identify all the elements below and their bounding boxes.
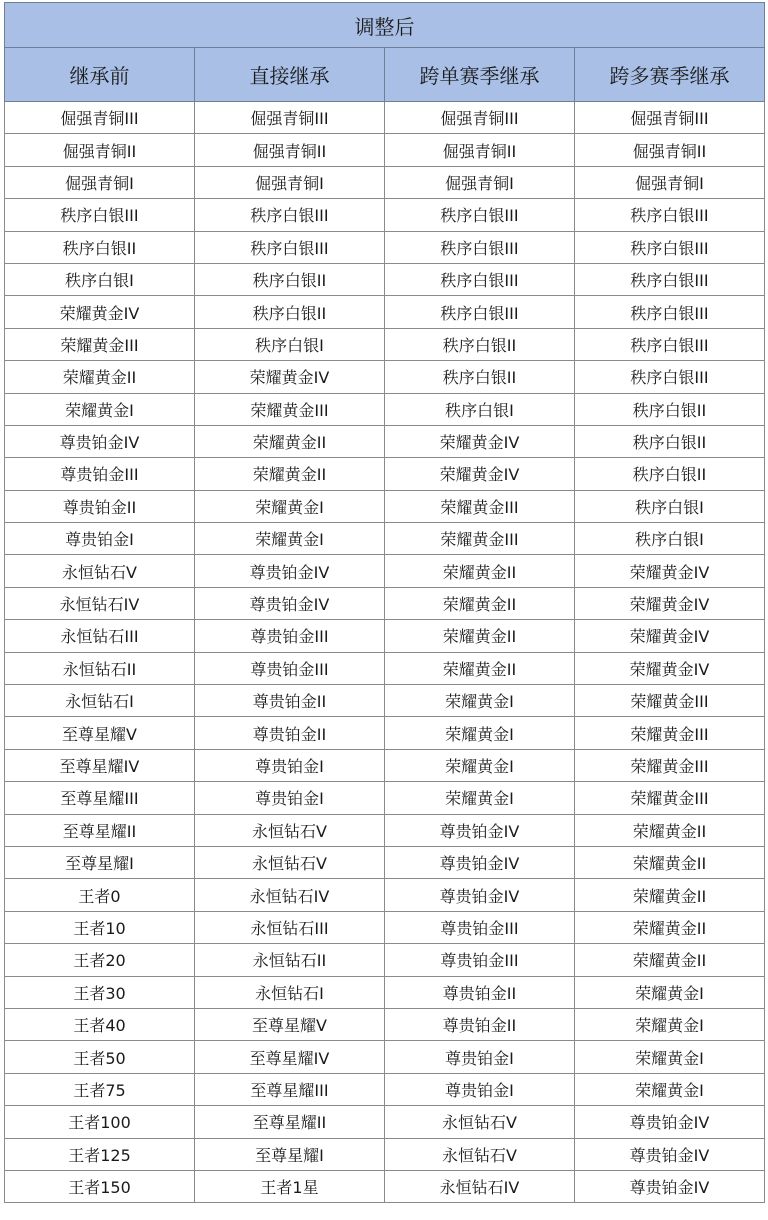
- direct-inherit-cell: 荣耀黄金II: [195, 458, 385, 490]
- table-row: [5, 393, 765, 425]
- direct-inherit-cell: 倔强青铜III: [195, 102, 385, 134]
- direct-inherit-cell: 秩序白银III: [195, 231, 385, 263]
- table-row: [5, 425, 765, 457]
- before-rank-cell: 至尊星耀V: [5, 717, 195, 749]
- table-row: [5, 523, 765, 555]
- before-rank-cell: 秩序白银III: [5, 199, 195, 231]
- table-row: [5, 231, 765, 263]
- table-row: [5, 620, 765, 652]
- single-season-cell: 倔强青铜II: [385, 134, 575, 166]
- before-rank-cell: 秩序白银I: [5, 263, 195, 295]
- direct-inherit-cell: 尊贵铂金IV: [195, 587, 385, 619]
- multi-season-cell: 荣耀黄金II: [575, 814, 765, 846]
- column-header-before: 继承前: [5, 48, 195, 102]
- title-row: [5, 3, 765, 48]
- direct-inherit-cell: 秩序白银III: [195, 199, 385, 231]
- before-rank-cell: 王者10: [5, 911, 195, 943]
- direct-inherit-cell: 倔强青铜I: [195, 166, 385, 198]
- table-row: [5, 587, 765, 619]
- multi-season-cell: 倔强青铜III: [575, 102, 765, 134]
- multi-season-cell: 荣耀黄金III: [575, 749, 765, 781]
- single-season-cell: 荣耀黄金I: [385, 717, 575, 749]
- single-season-cell: 尊贵铂金II: [385, 976, 575, 1008]
- multi-season-cell: 荣耀黄金II: [575, 911, 765, 943]
- table-row: [5, 879, 765, 911]
- direct-inherit-cell: 尊贵铂金III: [195, 652, 385, 684]
- table-row: [5, 652, 765, 684]
- before-rank-cell: 至尊星耀II: [5, 814, 195, 846]
- before-rank-cell: 王者150: [5, 1170, 195, 1202]
- table-row: [5, 555, 765, 587]
- single-season-cell: 尊贵铂金III: [385, 944, 575, 976]
- direct-inherit-cell: 至尊星耀III: [195, 1073, 385, 1105]
- rank-inheritance-table: [4, 2, 765, 1203]
- direct-inherit-cell: 永恒钻石V: [195, 814, 385, 846]
- multi-season-cell: 秩序白银III: [575, 199, 765, 231]
- multi-season-cell: 秩序白银II: [575, 458, 765, 490]
- before-rank-cell: 至尊星耀I: [5, 846, 195, 878]
- multi-season-cell: 荣耀黄金IV: [575, 587, 765, 619]
- table-row: [5, 458, 765, 490]
- table-row: [5, 1138, 765, 1170]
- multi-season-cell: 荣耀黄金III: [575, 782, 765, 814]
- before-rank-cell: 王者20: [5, 944, 195, 976]
- multi-season-cell: 荣耀黄金III: [575, 717, 765, 749]
- multi-season-cell: 尊贵铂金IV: [575, 1106, 765, 1138]
- table-title: 调整后: [5, 3, 765, 48]
- before-rank-cell: 尊贵铂金II: [5, 490, 195, 522]
- direct-inherit-cell: 至尊星耀II: [195, 1106, 385, 1138]
- direct-inherit-cell: 至尊星耀V: [195, 1008, 385, 1040]
- before-rank-cell: 王者75: [5, 1073, 195, 1105]
- before-rank-cell: 王者40: [5, 1008, 195, 1040]
- before-rank-cell: 尊贵铂金III: [5, 458, 195, 490]
- before-rank-cell: 尊贵铂金I: [5, 523, 195, 555]
- table-row: [5, 361, 765, 393]
- direct-inherit-cell: 荣耀黄金I: [195, 490, 385, 522]
- direct-inherit-cell: 尊贵铂金IV: [195, 555, 385, 587]
- before-rank-cell: 荣耀黄金II: [5, 361, 195, 393]
- before-rank-cell: 永恒钻石IV: [5, 587, 195, 619]
- before-rank-cell: 永恒钻石V: [5, 555, 195, 587]
- table-row: [5, 846, 765, 878]
- multi-season-cell: 秩序白银II: [575, 393, 765, 425]
- before-rank-cell: 王者125: [5, 1138, 195, 1170]
- single-season-cell: 倔强青铜III: [385, 102, 575, 134]
- column-header-multi-season: 跨多赛季继承: [575, 48, 765, 102]
- before-rank-cell: 秩序白银II: [5, 231, 195, 263]
- multi-season-cell: 荣耀黄金II: [575, 944, 765, 976]
- direct-inherit-cell: 永恒钻石III: [195, 911, 385, 943]
- direct-inherit-cell: 尊贵铂金II: [195, 685, 385, 717]
- table-row: [5, 263, 765, 295]
- table-row: [5, 782, 765, 814]
- multi-season-cell: 秩序白银III: [575, 231, 765, 263]
- single-season-cell: 秩序白银III: [385, 231, 575, 263]
- multi-season-cell: 荣耀黄金IV: [575, 555, 765, 587]
- single-season-cell: 荣耀黄金I: [385, 685, 575, 717]
- direct-inherit-cell: 荣耀黄金III: [195, 393, 385, 425]
- direct-inherit-cell: 永恒钻石V: [195, 846, 385, 878]
- table-row: [5, 717, 765, 749]
- multi-season-cell: 荣耀黄金I: [575, 1008, 765, 1040]
- single-season-cell: 尊贵铂金IV: [385, 846, 575, 878]
- multi-season-cell: 秩序白银III: [575, 361, 765, 393]
- table-row: [5, 685, 765, 717]
- before-rank-cell: 至尊星耀III: [5, 782, 195, 814]
- table-row: [5, 102, 765, 134]
- before-rank-cell: 王者30: [5, 976, 195, 1008]
- single-season-cell: 荣耀黄金IV: [385, 425, 575, 457]
- multi-season-cell: 秩序白银III: [575, 296, 765, 328]
- multi-season-cell: 尊贵铂金IV: [575, 1138, 765, 1170]
- before-rank-cell: 永恒钻石I: [5, 685, 195, 717]
- multi-season-cell: 荣耀黄金I: [575, 1073, 765, 1105]
- before-rank-cell: 倔强青铜I: [5, 166, 195, 198]
- column-header-single-season: 跨单赛季继承: [385, 48, 575, 102]
- single-season-cell: 荣耀黄金II: [385, 555, 575, 587]
- direct-inherit-cell: 尊贵铂金I: [195, 749, 385, 781]
- multi-season-cell: 秩序白银III: [575, 328, 765, 360]
- single-season-cell: 尊贵铂金III: [385, 911, 575, 943]
- direct-inherit-cell: 荣耀黄金II: [195, 425, 385, 457]
- single-season-cell: 尊贵铂金I: [385, 1073, 575, 1105]
- direct-inherit-cell: 王者1星: [195, 1170, 385, 1202]
- multi-season-cell: 荣耀黄金II: [575, 879, 765, 911]
- before-rank-cell: 荣耀黄金IV: [5, 296, 195, 328]
- table-row: [5, 944, 765, 976]
- table-row: [5, 296, 765, 328]
- table-row: [5, 1106, 765, 1138]
- table-row: [5, 199, 765, 231]
- single-season-cell: 尊贵铂金I: [385, 1041, 575, 1073]
- direct-inherit-cell: 倔强青铜II: [195, 134, 385, 166]
- table-row: [5, 1170, 765, 1202]
- multi-season-cell: 秩序白银III: [575, 263, 765, 295]
- single-season-cell: 尊贵铂金IV: [385, 814, 575, 846]
- single-season-cell: 荣耀黄金I: [385, 782, 575, 814]
- table-row: [5, 490, 765, 522]
- multi-season-cell: 荣耀黄金II: [575, 846, 765, 878]
- before-rank-cell: 倔强青铜II: [5, 134, 195, 166]
- direct-inherit-cell: 秩序白银I: [195, 328, 385, 360]
- before-rank-cell: 王者50: [5, 1041, 195, 1073]
- before-rank-cell: 荣耀黄金III: [5, 328, 195, 360]
- header-row: [5, 48, 765, 102]
- direct-inherit-cell: 至尊星耀IV: [195, 1041, 385, 1073]
- multi-season-cell: 秩序白银II: [575, 425, 765, 457]
- table-row: [5, 328, 765, 360]
- direct-inherit-cell: 至尊星耀I: [195, 1138, 385, 1170]
- direct-inherit-cell: 荣耀黄金IV: [195, 361, 385, 393]
- single-season-cell: 秩序白银II: [385, 328, 575, 360]
- table-row: [5, 976, 765, 1008]
- table-body: [5, 102, 765, 1203]
- single-season-cell: 永恒钻石V: [385, 1138, 575, 1170]
- single-season-cell: 荣耀黄金II: [385, 620, 575, 652]
- table-row: [5, 1008, 765, 1040]
- table-row: [5, 134, 765, 166]
- single-season-cell: 荣耀黄金II: [385, 587, 575, 619]
- multi-season-cell: 秩序白银I: [575, 490, 765, 522]
- rank-inheritance-table-container: [4, 2, 764, 1203]
- before-rank-cell: 荣耀黄金I: [5, 393, 195, 425]
- column-header-direct: 直接继承: [195, 48, 385, 102]
- before-rank-cell: 王者0: [5, 879, 195, 911]
- before-rank-cell: 永恒钻石III: [5, 620, 195, 652]
- direct-inherit-cell: 尊贵铂金II: [195, 717, 385, 749]
- single-season-cell: 荣耀黄金I: [385, 749, 575, 781]
- before-rank-cell: 尊贵铂金IV: [5, 425, 195, 457]
- direct-inherit-cell: 尊贵铂金III: [195, 620, 385, 652]
- single-season-cell: 倔强青铜I: [385, 166, 575, 198]
- table-row: [5, 749, 765, 781]
- table-row: [5, 166, 765, 198]
- multi-season-cell: 荣耀黄金I: [575, 1041, 765, 1073]
- single-season-cell: 秩序白银III: [385, 263, 575, 295]
- direct-inherit-cell: 秩序白银II: [195, 296, 385, 328]
- table-row: [5, 1073, 765, 1105]
- multi-season-cell: 尊贵铂金IV: [575, 1170, 765, 1202]
- single-season-cell: 尊贵铂金II: [385, 1008, 575, 1040]
- direct-inherit-cell: 永恒钻石IV: [195, 879, 385, 911]
- table-row: [5, 911, 765, 943]
- direct-inherit-cell: 秩序白银II: [195, 263, 385, 295]
- direct-inherit-cell: 永恒钻石II: [195, 944, 385, 976]
- before-rank-cell: 倔强青铜III: [5, 102, 195, 134]
- multi-season-cell: 荣耀黄金I: [575, 976, 765, 1008]
- single-season-cell: 秩序白银II: [385, 361, 575, 393]
- before-rank-cell: 至尊星耀IV: [5, 749, 195, 781]
- multi-season-cell: 倔强青铜I: [575, 166, 765, 198]
- single-season-cell: 荣耀黄金IV: [385, 458, 575, 490]
- multi-season-cell: 荣耀黄金III: [575, 685, 765, 717]
- single-season-cell: 荣耀黄金III: [385, 490, 575, 522]
- single-season-cell: 永恒钻石IV: [385, 1170, 575, 1202]
- direct-inherit-cell: 尊贵铂金I: [195, 782, 385, 814]
- multi-season-cell: 倔强青铜II: [575, 134, 765, 166]
- direct-inherit-cell: 荣耀黄金I: [195, 523, 385, 555]
- single-season-cell: 秩序白银III: [385, 296, 575, 328]
- direct-inherit-cell: 永恒钻石I: [195, 976, 385, 1008]
- multi-season-cell: 秩序白银I: [575, 523, 765, 555]
- table-row: [5, 814, 765, 846]
- multi-season-cell: 荣耀黄金IV: [575, 620, 765, 652]
- multi-season-cell: 荣耀黄金IV: [575, 652, 765, 684]
- single-season-cell: 荣耀黄金III: [385, 523, 575, 555]
- single-season-cell: 荣耀黄金II: [385, 652, 575, 684]
- table-row: [5, 1041, 765, 1073]
- single-season-cell: 秩序白银III: [385, 199, 575, 231]
- before-rank-cell: 王者100: [5, 1106, 195, 1138]
- single-season-cell: 永恒钻石V: [385, 1106, 575, 1138]
- single-season-cell: 尊贵铂金IV: [385, 879, 575, 911]
- before-rank-cell: 永恒钻石II: [5, 652, 195, 684]
- single-season-cell: 秩序白银I: [385, 393, 575, 425]
